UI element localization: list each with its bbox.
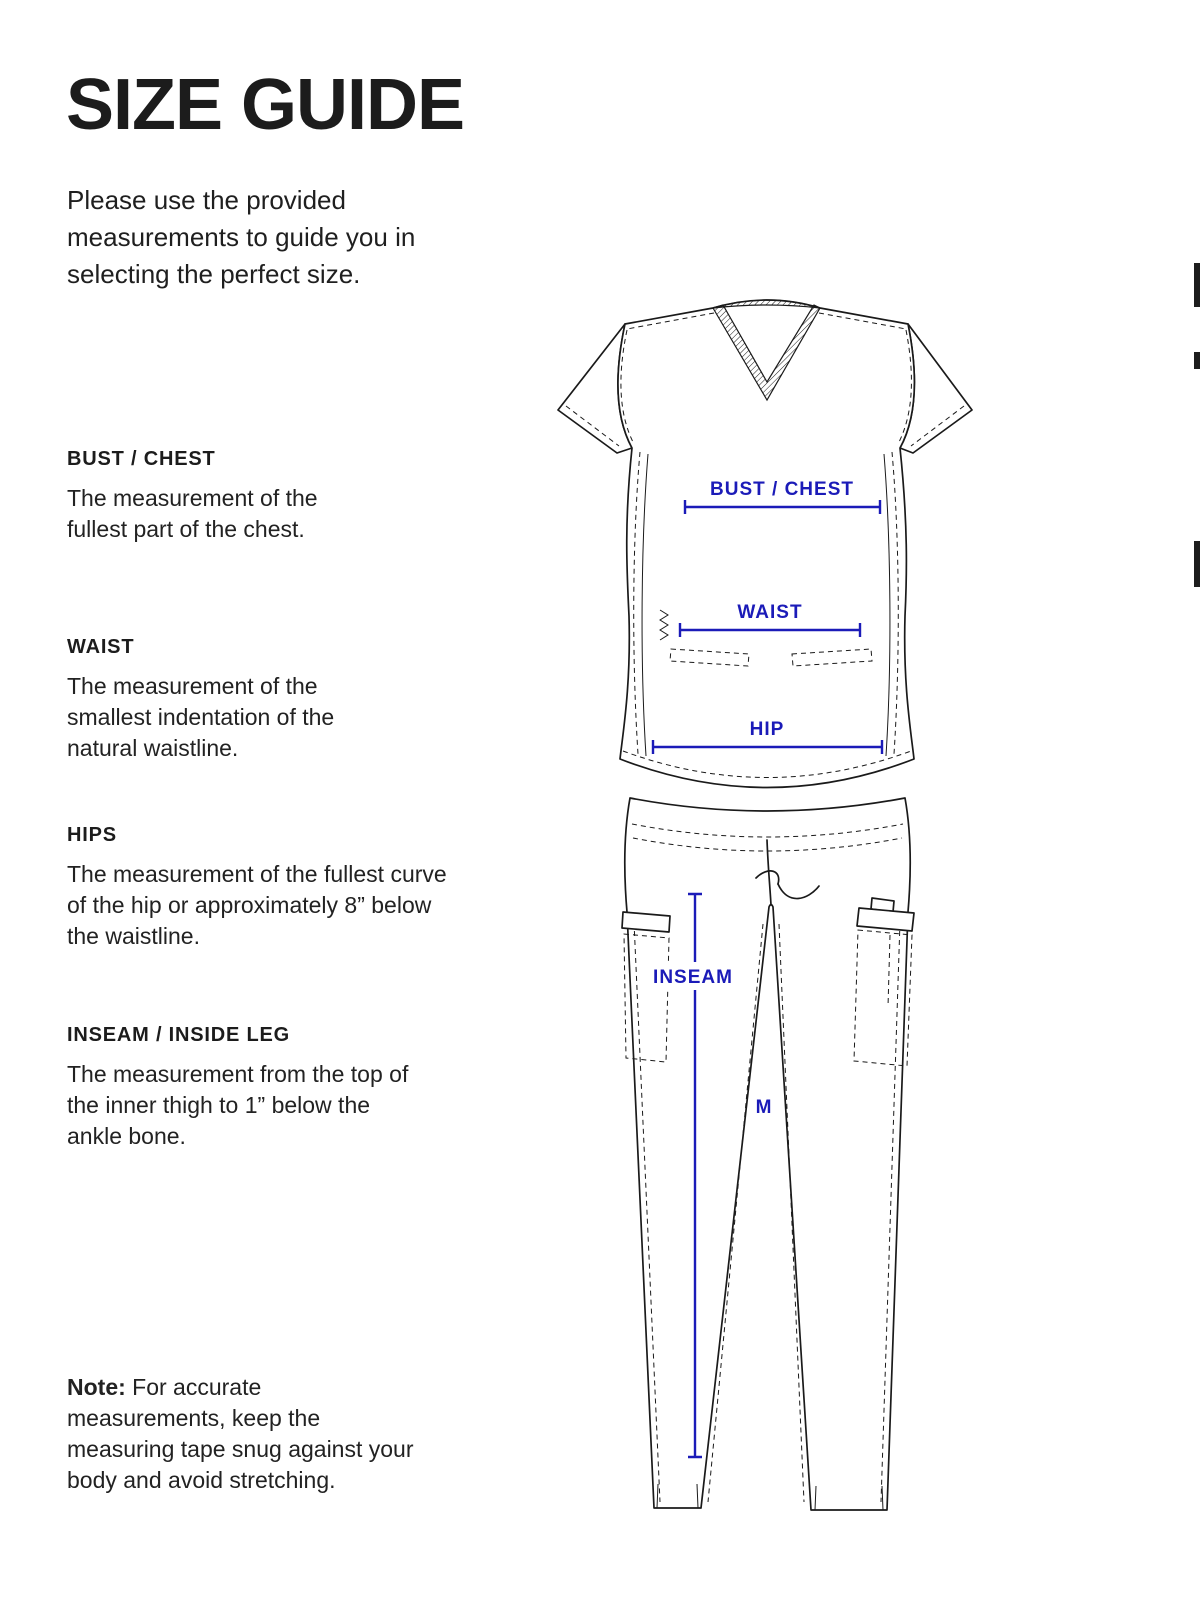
section-hips-body: The measurement of the fullest curve of the hip or approximately 8” below the waistline. (67, 861, 447, 950)
edge-artifact (1194, 263, 1200, 307)
edge-artifact (1194, 541, 1200, 587)
intro-text: Please use the provided measurements to guide you in selecting the perfect size. (67, 185, 416, 289)
section-bust-chest-heading: BUST / CHEST (67, 448, 216, 470)
section-hips (67, 824, 459, 952)
page-title: SIZE GUIDE (66, 65, 465, 145)
inseam-label: INSEAM (653, 967, 733, 988)
section-inseam (67, 1024, 419, 1152)
section-waist-heading: WAIST (67, 636, 135, 658)
section-bust-chest-body: The measurement of the fullest part of the chest. (67, 485, 318, 543)
note-text (67, 1372, 415, 1496)
section-inseam-body: The measurement from the top of the inner thigh to 1” below the ankle bone. (67, 1061, 409, 1150)
waist-label: WAIST (737, 602, 803, 623)
scrub-pants-sketch (622, 798, 914, 1510)
bust-chest-label: BUST / CHEST (710, 479, 854, 500)
size-guide-diagram (520, 262, 1020, 1552)
hip-label: HIP (749, 719, 785, 740)
scrub-top-sketch (558, 300, 972, 788)
edge-artifact (1194, 352, 1200, 369)
note-label: Note: (67, 1374, 126, 1400)
note-body: For accurate measurements, keep the measuring tape snug against your body and avoid stretching. (67, 1374, 414, 1494)
section-waist-body: The measurement of the smallest indentation of the natural waistline. (67, 673, 335, 762)
size-marker-label: M (755, 1097, 773, 1118)
section-waist (67, 636, 379, 764)
section-hips-heading: HIPS (67, 824, 117, 846)
section-inseam-heading: INSEAM / INSIDE LEG (67, 1024, 291, 1046)
section-bust-chest (67, 448, 359, 545)
